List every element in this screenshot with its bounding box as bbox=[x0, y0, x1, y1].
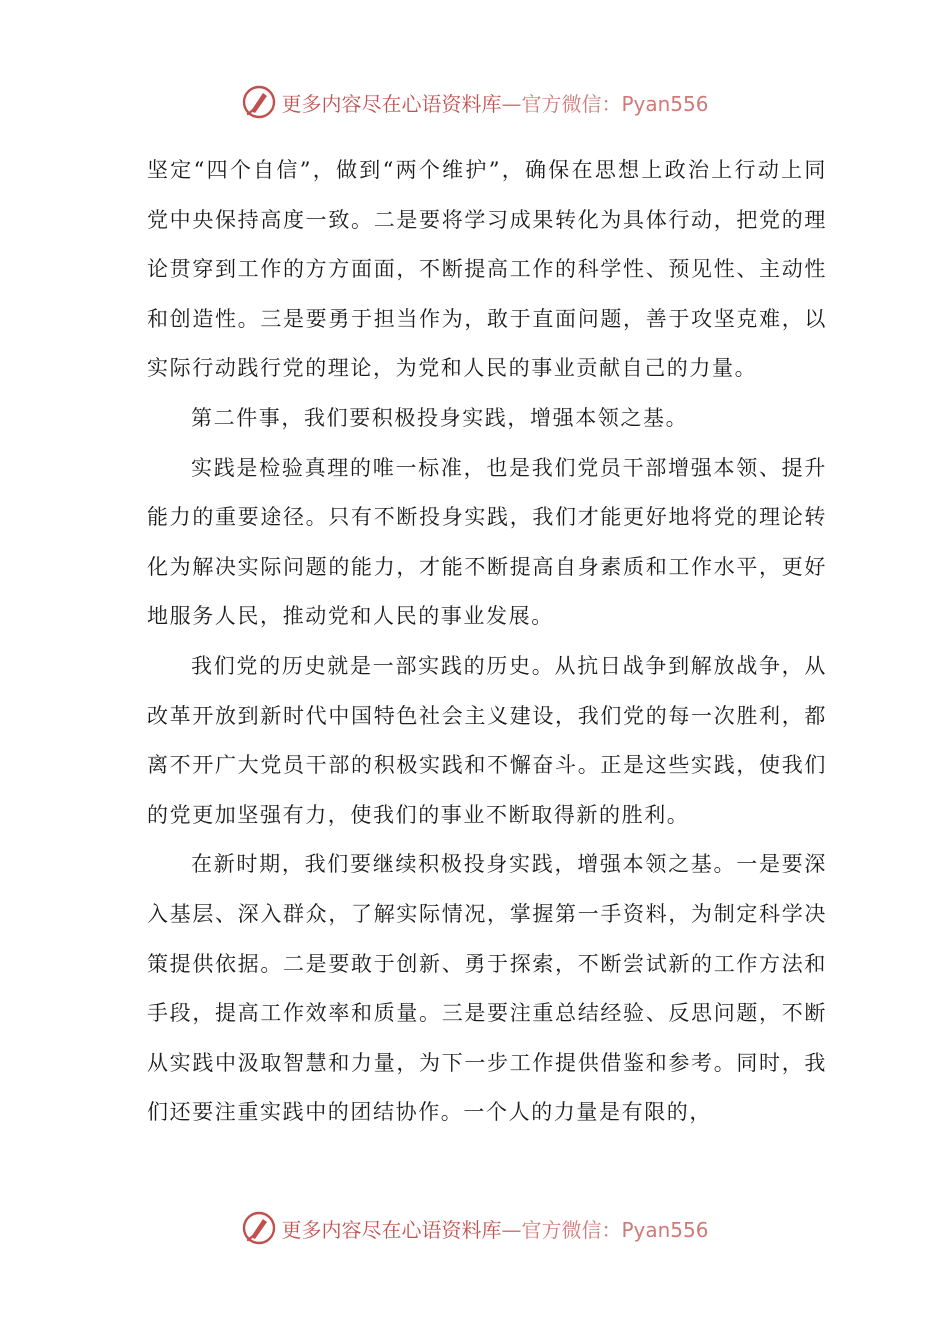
header-wechat-text: —官方微信：Pyan556 bbox=[501, 91, 709, 116]
paragraph-5: 在新时期，我们要继续积极投身实践，增强本领之基。一是要深入基层、深入群众，了解实际情况，掌握第一手资料，为制定科学决策提供依据。二是要敢于创新、勇于探索，不断尝试新的工作方法和手段，提高工作效率和质量。三是要注重总结经验、反思问题，不断从实践中汲取智慧和力量，为下一步工作提供借鉴和参考。同时，我们还要注重实践中的团结协作。一个人的力量是有限的， bbox=[147, 852, 827, 1125]
footer-brand-text: 更多内容尽在心语资料库 bbox=[281, 1217, 502, 1242]
paragraph-2: 第二件事，我们要积极投身实践，增强本领之基。 bbox=[191, 405, 689, 430]
document-body bbox=[147, 146, 827, 1138]
header-brand-text: 更多内容尽在心语资料库 bbox=[281, 91, 502, 116]
paragraph-4: 我们党的历史就是一部实践的历史。从抗日战争到解放战争，从改革开放到新时代中国特色社会主义建设，我们党的每一次胜利，都离不开广大党员干部的积极实践和不懈奋斗。正是这些实践，使我们的党更加坚强有力，使我们的事业不断取得新的胜利。 bbox=[147, 653, 827, 827]
header-banner-text bbox=[281, 88, 708, 117]
pen-logo-icon bbox=[241, 1210, 277, 1246]
pen-logo-icon bbox=[241, 84, 277, 120]
header-banner bbox=[0, 82, 950, 122]
paragraph-1: 坚定“四个自信”，做到“两个维护”，确保在思想上政治上行动上同党中央保持高度一致。二是要将学习成果转化为具体行动，把党的理论贯穿到工作的方方面面，不断提高工作的科学性、预见性、主动性和创造性。三是要勇于担当作为，敢于直面问题，善于攻坚克难，以实际行动践行党的理论，为党和人民的事业贡献自己的力量。 bbox=[147, 158, 827, 381]
footer-wechat-text: —官方微信：Pyan556 bbox=[501, 1217, 709, 1242]
footer-banner bbox=[0, 1208, 950, 1248]
paragraph-3: 实践是检验真理的唯一标准，也是我们党员干部增强本领、提升能力的重要途径。只有不断投身实践，我们才能更好地将党的理论转化为解决实际问题的能力，才能不断提高自身素质和工作水平，更好地服务人民，推动党和人民的事业发展。 bbox=[147, 455, 827, 629]
footer-banner-text bbox=[281, 1214, 708, 1243]
